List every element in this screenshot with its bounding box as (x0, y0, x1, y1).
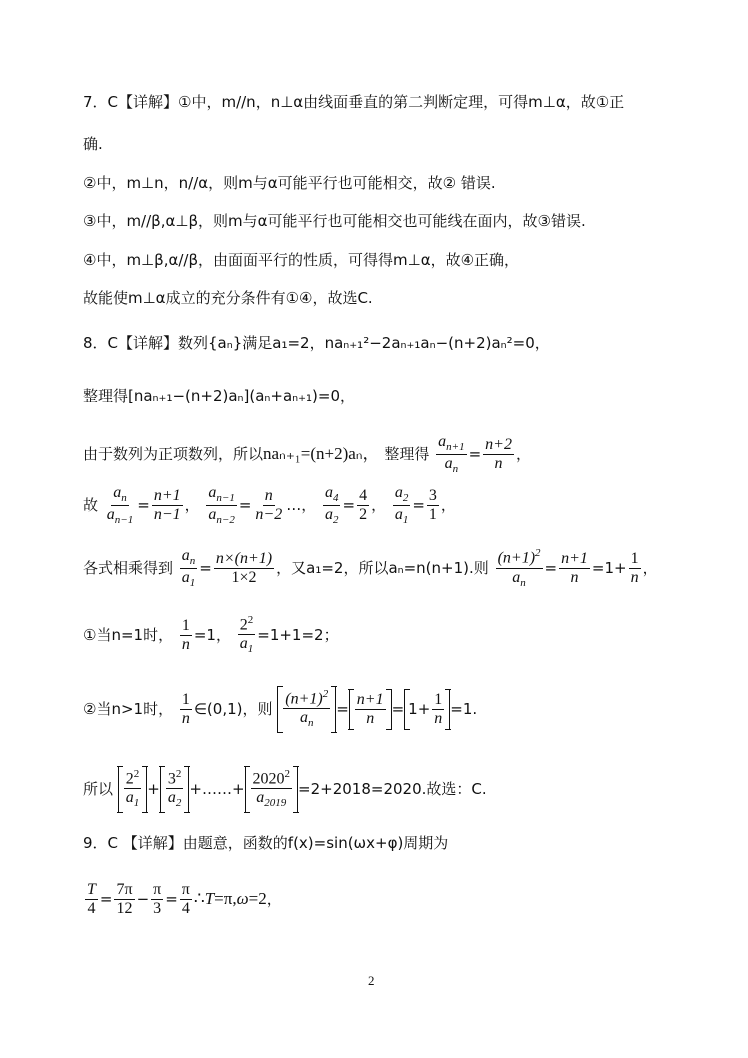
frac-4: $\frac{n}{n-2}$ (255, 487, 283, 524)
q8-line7-text: ②当n>1时， (83, 699, 174, 718)
q7-line3: ②中，m⊥n，n//α，则m与α可能平行也可能相交，故② 错误. (83, 174, 496, 192)
q8-line4: 故 $\frac{a_n}{a_{n-1}}$ = $\frac{n+1}{n-1}$ ， $\frac{a_{n-1}}{a_{n-2}}$ = $\frac{n}{n-2}$ …， $\frac{a_4}{a_2}$ = $\frac{4}{2}$ ， $\frac{a_2}{a_1}$ = $\frac{3}{1}$ ， (83, 484, 456, 527)
frac-5: $\frac{a_4}{a_2}$ (324, 484, 339, 527)
frac-sq: $\frac{(n+1)^2}{a_n}$ (497, 547, 541, 589)
q8-line6: ①当n=1时， $\frac{1}{n}$ =1， $\frac{2^2}{a_1}$ =1+1=2； (83, 614, 339, 656)
q8-line8-tail: =2+2018=2020.故选：C. (298, 779, 487, 798)
q9-line1: 9．C 【详解】由题意，函数的f(x)=sin(ωx+φ)周期为 (83, 834, 449, 852)
q7-line6: 故能使m⊥α成立的充分条件有①④，故选C. (83, 289, 373, 307)
frac-1: $\frac{a_n}{a_{n-1}}$ (106, 484, 134, 527)
q8-line5: 各式相乘得到 $\frac{a_n}{a_1}$ = $\frac{n\times(n+1)}{1\times 2}$ ，又a₁=2，所以aₙ=n(n+1).则 $\frac{(n+1)^2}{a_n}$ = $\frac{n+1}{n}$ =1+ $\frac{1}{n}$ ， (83, 547, 658, 590)
q8-line3-eq: naₙ₊₁=(n+2)aₙ， (263, 444, 380, 464)
q8-line7: ②当n>1时， $\frac{1}{n}$ ∈(0,1)，则 $\frac{(n+1)^2}{a_n}$ = $\frac{n+1}{n}$ = 1+ $\frac{1}{n}$ =1. (83, 686, 477, 733)
frac-1n: $\frac{1}{n}$ (630, 550, 639, 587)
q7-line1: 7．C【详解】①中，m//n，n⊥α由线面垂直的第二判断定理，可得m⊥α，故①正 (83, 93, 625, 111)
frac-T4: $\frac{T}{4}$ (87, 881, 96, 917)
q8-line8: 所以 $\frac{2^2}{a_1}$ + $\frac{3^2}{a_2}$ +……+ $\frac{2020^2}{a_{2019}}$ =2+2018=2020.故选：C. (83, 766, 487, 813)
frac-7pi12: $\frac{7\pi}{12}$ (116, 881, 133, 917)
q7-line4: ③中，m//β,α⊥β，则m与α可能平行也可能相交也可能线在面内，故③错误. (83, 212, 586, 230)
sum-term-2: $\frac{3^2}{a_2}$ (160, 766, 190, 813)
frac-3: $\frac{a_{n-1}}{a_{n-2}}$ (208, 484, 235, 527)
q8-line3-tail: 整理得 (384, 445, 430, 464)
frac-an-a1: $\frac{a_n}{a_1}$ (181, 547, 196, 590)
frac-2: $\frac{n+1}{n-1}$ (153, 487, 181, 524)
frac-7: $\frac{a_2}{a_1}$ (394, 484, 409, 527)
page-number: 2 (368, 973, 375, 988)
q8-line6-text: ①当n=1时， (83, 625, 174, 644)
floor-bracket-2: $\frac{n+1}{n}$ (349, 689, 392, 730)
frac-pi3: $\frac{\pi}{3}$ (153, 881, 162, 917)
frac-22a1: $\frac{2^2}{a_1}$ (239, 614, 254, 656)
frac-product: $\frac{n\times(n+1)}{1\times 2}$ (215, 550, 273, 587)
ratio-value: $\frac{n+2}{n}$ (485, 436, 512, 473)
q8-line2: 整理得[naₙ₊₁−(n+2)aₙ](aₙ+aₙ₊₁)=0， (83, 387, 356, 405)
sum-term-1: $\frac{2^2}{a_1}$ (118, 766, 148, 813)
q8-line1: 8．C【详解】数列{aₙ}满足a₁=2，naₙ₊₁²−2aₙ₊₁aₙ−(n+2)aₙ²=0， (83, 334, 550, 352)
frac-1n-b: $\frac{1}{n}$ (181, 690, 190, 727)
q8-line4-prefix: 故 (83, 496, 99, 515)
q8-line5-prefix: 各式相乘得到 (83, 559, 174, 578)
frac-1n-a: $\frac{1}{n}$ (181, 616, 190, 653)
frac-6: $\frac{4}{2}$ (359, 487, 368, 524)
frac-8: $\frac{3}{1}$ (428, 487, 437, 524)
q8-line5-mid: ，又a₁=2，所以aₙ=n(n+1).则 (276, 559, 489, 578)
q8-line8-prefix: 所以 (83, 779, 114, 798)
sum-term-last: $\frac{2020^2}{a_{2019}}$ (245, 766, 299, 813)
floor-bracket-3: 1+ $\frac{1}{n}$ (404, 689, 450, 730)
q8-line3-text: 由于数列为正项数列，所以 (83, 445, 264, 464)
q9-line2: $\frac{T}{4}$ = $\frac{7\pi}{12}$ − $\frac{\pi}{3}$ = $\frac{\pi}{4}$ ∴T=π,ω=2， (87, 881, 282, 917)
frac-pi4: $\frac{\pi}{4}$ (181, 881, 190, 917)
q7-line2: 确. (83, 135, 103, 153)
floor-bracket-1: $\frac{(n+1)^2}{a_n}$ (277, 686, 336, 733)
frac-n1n: $\frac{n+1}{n}$ (561, 550, 588, 587)
ratio-fraction: $\frac{a_{n+1}}{a_n}$ (438, 433, 465, 476)
q7-line5: ④中，m⊥β,α//β，由面面平行的性质，可得得m⊥α，故④正确， (83, 251, 520, 269)
q8-line3: 由于数列为正项数列，所以naₙ₊₁=(n+2)aₙ， 整理得 $\frac{a_{n+1}}{a_n}$ = $\frac{n+2}{n}$ ， (83, 433, 531, 476)
